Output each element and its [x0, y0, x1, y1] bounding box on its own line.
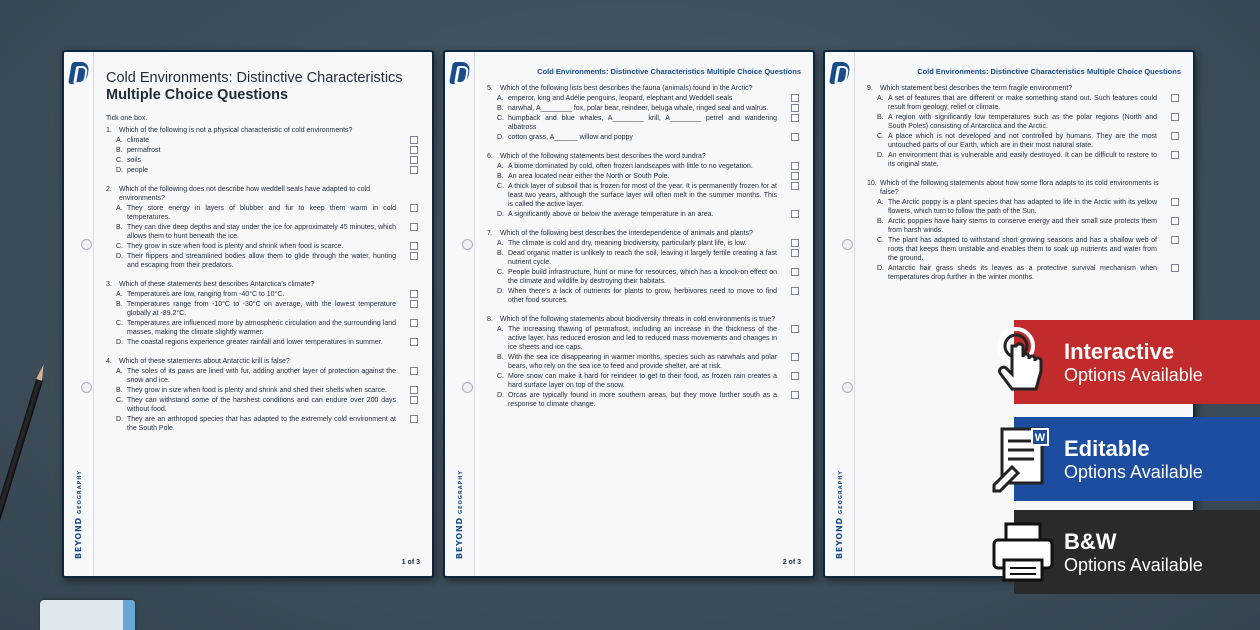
touch-hand-icon: [988, 326, 1058, 398]
option-text: Temperatures range from -10°C to -30°C on average, with the lowest temperature globally at -89.2°C.: [127, 301, 396, 317]
question-text: Which of the following statements about biodiversity threats in cold environments is true?: [500, 316, 776, 323]
question-item: [106, 357, 418, 433]
option-text: Orcas are typically found in more southern areas, but they move further south as a response to climate change.: [508, 392, 777, 408]
option-text: A place which is not developed and not controlled by humans. They are the most untouched parts of our Earth, which are in their most natural state.: [888, 133, 1157, 149]
answer-option: [867, 151, 1179, 169]
option-text: humpback and blue whales, A________ krill, A________ petrel and wandering albatross: [508, 115, 777, 131]
option-letter: B.: [116, 301, 123, 308]
answer-option: [487, 172, 799, 181]
answer-option: [106, 146, 418, 155]
badge-subtitle: Options Available: [1064, 364, 1203, 385]
answer-checkbox[interactable]: [410, 252, 418, 260]
option-letter: A.: [497, 163, 504, 170]
worksheet-page-1: [62, 50, 434, 578]
beyond-logo-icon: [68, 62, 90, 84]
printer-icon: [988, 516, 1058, 588]
answer-option: [106, 204, 418, 222]
option-text: The coastal regions experience greater rainfall and lower temperatures in summer.: [127, 339, 383, 346]
option-text: climate: [127, 137, 150, 144]
question-stem: [106, 126, 418, 135]
question-item: [487, 152, 799, 219]
beyond-logo-icon: [829, 62, 851, 84]
badge-title: Interactive: [1064, 338, 1175, 364]
pencil-illustration: [0, 379, 43, 620]
option-text: The plant has adapted to withstand short growing seasons and has a shallow web of roots that keeps them unstable and enables them to soak up nutrients and water from the ground.: [888, 237, 1157, 262]
question-stem: [487, 229, 799, 238]
answer-checkbox[interactable]: [1171, 236, 1179, 244]
option-text: More snow can make it hard for reindeer to get to their food, as frozen rain creates a hard surface layer on top of the snow.: [508, 373, 777, 389]
option-text: When there’s a lack of nutrients for plants to grow, herbivores need to move to find other food sources.: [508, 288, 777, 304]
option-letter: C.: [116, 243, 123, 250]
question-text: Which of the following lists best describes the fauna (animals) found in the Arctic?: [500, 85, 753, 92]
answer-checkbox[interactable]: [410, 290, 418, 298]
page-sidebar: [445, 52, 475, 576]
answer-checkbox[interactable]: [791, 133, 799, 141]
option-text: Antarctic hair grass sheds its leaves as a protective survival mechanism when temperatures drop further in the winter months.: [888, 265, 1157, 281]
answer-option: [487, 391, 799, 409]
option-letter: D.: [497, 392, 504, 399]
option-letter: B.: [497, 105, 504, 112]
option-text: An environment that is vulnerable and easily destroyed. It can be difficult to restore to its original state.: [888, 152, 1157, 168]
punch-hole: [462, 382, 473, 393]
option-letter: D.: [116, 416, 123, 423]
answer-option: [867, 198, 1179, 216]
badge-subtitle: Options Available: [1064, 554, 1203, 575]
answer-option: [487, 210, 799, 219]
option-text: With the sea ice disappearing in warmer months, species such as narwhals and polar bears, who rely on the sea ice to feed and provide shelter, are at risk.: [508, 354, 777, 370]
option-text: The Arctic poppy is a plant species that has adapted to life in the Arctic with its yellow flowers, which turn to follow the path of the Sun.: [888, 199, 1157, 215]
option-letter: B.: [116, 387, 123, 394]
option-letter: D.: [877, 265, 884, 272]
answer-option: [487, 353, 799, 371]
answer-checkbox[interactable]: [1171, 132, 1179, 140]
option-text: A significantly above or below the average temperature in an area.: [508, 211, 714, 218]
option-letter: C.: [497, 269, 504, 276]
question-text: Which of the following statements best describes the word tundra?: [500, 153, 706, 160]
question-stem: [106, 357, 418, 366]
answer-option: [106, 136, 418, 145]
option-text: cotton grass, A______ willow and poppy: [508, 134, 633, 141]
option-text: Temperatures are influenced more by atmospheric circulation and the surrounding land masses, making the climate slightly warmer.: [127, 320, 396, 336]
answer-checkbox[interactable]: [410, 367, 418, 375]
brand-vertical: BEYONDGEOGRAPHY: [455, 469, 465, 560]
answer-option: [106, 166, 418, 175]
answer-checkbox[interactable]: [410, 300, 418, 308]
option-text: People build infrastructure, hunt or mine for resources, which has a knock-on effect on the climate and wildlife by destroying their habitats.: [508, 269, 777, 285]
answer-option: [487, 287, 799, 305]
punch-hole: [842, 239, 853, 250]
option-letter: B.: [877, 218, 884, 225]
answer-checkbox[interactable]: [791, 249, 799, 257]
answer-option: [106, 415, 418, 433]
question-stem: [487, 152, 799, 161]
option-text: The climate is cold and dry, meaning biodiversity, particularly plant life, is low.: [508, 240, 747, 247]
answer-checkbox[interactable]: [791, 114, 799, 122]
option-letter: C.: [497, 183, 504, 190]
answer-checkbox[interactable]: [410, 415, 418, 423]
answer-checkbox[interactable]: [1171, 94, 1179, 102]
answer-checkbox[interactable]: [791, 172, 799, 180]
option-text: They store energy in layers of blubber and fur to keep them warm in cold temperatures.: [127, 205, 396, 221]
answer-checkbox[interactable]: [791, 268, 799, 276]
svg-text:W: W: [1034, 432, 1046, 444]
option-letter: A.: [497, 95, 504, 102]
answer-option: [106, 300, 418, 318]
answer-option: [106, 367, 418, 385]
answer-checkbox[interactable]: [791, 182, 799, 190]
answer-checkbox[interactable]: [410, 156, 418, 164]
word-document-icon: [988, 423, 1058, 495]
answer-checkbox[interactable]: [410, 386, 418, 394]
option-text: They can withstand some of the harshest conditions and can endure over 200 days without food.: [127, 397, 396, 413]
question-text: Which of the following best describes the interdependence of animals and plants?: [500, 230, 753, 237]
option-letter: C.: [877, 133, 884, 140]
answer-option: [487, 104, 799, 113]
question-item: [106, 126, 418, 175]
answer-option: [487, 372, 799, 390]
question-text: Which of the following is not a physical characteristic of cold environments?: [119, 127, 353, 134]
option-text: They grow in size when food is plenty and shrink when food is scarce.: [127, 243, 344, 250]
option-text: people: [127, 167, 149, 174]
question-text: Which of these statements about Antarctic krill is false?: [119, 358, 290, 365]
answer-option: [106, 338, 418, 347]
option-letter: D.: [497, 211, 504, 218]
question-item: [487, 315, 799, 409]
answer-checkbox[interactable]: [791, 287, 799, 295]
answer-option: [487, 268, 799, 286]
answer-option: [106, 156, 418, 165]
answer-option: [867, 236, 1179, 263]
option-text: Temperatures are low, ranging from -40°C to 10°C.: [127, 291, 285, 298]
page-number: 1 of 3: [401, 559, 420, 566]
brand-vertical: BEYONDGEOGRAPHY: [74, 469, 84, 560]
answer-checkbox[interactable]: [791, 210, 799, 218]
answer-checkbox[interactable]: [1171, 113, 1179, 121]
question-text: Which of the following does not describe how weddell seals have adapted to cold environments?: [119, 186, 370, 202]
bw-options-badge[interactable]: [1014, 510, 1260, 594]
answer-checkbox[interactable]: [791, 162, 799, 170]
option-letter: C.: [497, 115, 504, 122]
beyond-logo-icon: [449, 62, 471, 84]
question-text: Which statement best describes the term fragile environment?: [880, 85, 1073, 92]
option-letter: A.: [116, 291, 123, 298]
answer-checkbox[interactable]: [1171, 264, 1179, 272]
answer-option: [487, 162, 799, 171]
question-stem: [106, 280, 418, 289]
option-letter: C.: [497, 373, 504, 380]
question-number: 8.: [487, 316, 493, 323]
option-letter: D.: [497, 288, 504, 295]
badge-title: B&W: [1064, 528, 1117, 554]
option-letter: A.: [497, 326, 504, 333]
option-text: narwhal, A________ fox, polar bear, reindeer, beluga whale, ringed seal and walrus.: [508, 105, 769, 112]
option-letter: A.: [116, 205, 123, 212]
question-list: [867, 84, 1179, 282]
punch-hole: [81, 239, 92, 250]
answer-checkbox[interactable]: [410, 166, 418, 174]
punch-hole: [81, 382, 92, 393]
page-number: 2 of 3: [782, 559, 801, 566]
option-letter: D.: [116, 167, 123, 174]
question-stem: [867, 179, 1179, 197]
answer-option: [867, 264, 1179, 282]
answer-option: [867, 94, 1179, 112]
page-content: [106, 52, 418, 443]
option-text: The increasing thawing of permafrost, including an increase in the thickness of the active layer, has reduced erosion and led to reduced mass movements and changes in ice sheets and ice caps.: [508, 326, 777, 351]
badge-subtitle: Options Available: [1064, 461, 1203, 482]
page-content: [487, 84, 799, 419]
question-item: [867, 179, 1179, 282]
question-number: 5.: [487, 85, 493, 92]
option-text: emperor, king and Adélie penguins, leopard, elephant and Weddell seals: [508, 95, 733, 102]
instruction-text: Tick one box.: [106, 115, 148, 122]
answer-option: [487, 249, 799, 267]
option-letter: B.: [877, 114, 884, 121]
punch-hole: [462, 239, 473, 250]
question-number: 1.: [106, 127, 112, 134]
option-text: They can dive deep depths and stay under the ice for approximately 45 minutes, which allows them to hunt beneath the ice.: [127, 224, 396, 240]
answer-option: [106, 386, 418, 395]
page-sidebar: [825, 52, 855, 576]
answer-checkbox[interactable]: [410, 223, 418, 231]
option-text: They are an arthropod species that has adapted to the extremely cold environment at the South Pole.: [127, 416, 396, 432]
answer-checkbox[interactable]: [791, 372, 799, 380]
answer-option: [106, 242, 418, 251]
answer-checkbox[interactable]: [410, 146, 418, 154]
question-number: 6.: [487, 153, 493, 160]
answer-option: [867, 132, 1179, 150]
answer-option: [106, 290, 418, 299]
running-head: Cold Environments: Distinctive Characteristics Multiple Choice Questions: [917, 67, 1181, 76]
answer-checkbox[interactable]: [410, 396, 418, 404]
answer-checkbox[interactable]: [410, 136, 418, 144]
option-letter: B.: [497, 354, 504, 361]
question-stem: [106, 185, 418, 203]
interactive-options-badge[interactable]: [1014, 320, 1260, 404]
answer-option: [106, 252, 418, 270]
answer-checkbox[interactable]: [410, 338, 418, 346]
question-stem: [487, 315, 799, 324]
option-text: They grow in size when food is plenty and shrink and shed their shells when scarce.: [127, 387, 387, 394]
answer-checkbox[interactable]: [791, 104, 799, 112]
option-letter: D.: [497, 134, 504, 141]
option-text: A region with significantly low temperatures such as the polar regions (North and South Poles) consisting of Antarctica and the Arctic.: [888, 114, 1157, 130]
option-text: soils: [127, 157, 142, 164]
option-letter: B.: [497, 173, 504, 180]
answer-checkbox[interactable]: [791, 391, 799, 399]
running-head: Cold Environments: Distinctive Characteristics Multiple Choice Questions: [537, 67, 801, 76]
answer-option: [106, 396, 418, 414]
option-letter: A.: [877, 95, 884, 102]
option-letter: A.: [877, 199, 884, 206]
option-letter: B.: [116, 224, 123, 231]
answer-option: [487, 133, 799, 142]
question-text: Which of these statements best describes Antarctica’s climate?: [119, 281, 315, 288]
page-sidebar: [64, 52, 94, 576]
option-letter: D.: [116, 253, 123, 260]
option-text: Their flippers and streamlined bodies allow them to glide through the water, hunting and escaping from their predators.: [127, 253, 396, 269]
option-text: Arctic poppies have hairy stems to conserve energy and their small size protects them from harsh winds.: [888, 218, 1157, 234]
answer-option: [867, 113, 1179, 131]
answer-option: [106, 223, 418, 241]
answer-option: [487, 325, 799, 352]
option-letter: C.: [877, 237, 884, 244]
question-list: [487, 84, 799, 409]
question-item: [106, 185, 418, 270]
punch-hole: [842, 382, 853, 393]
question-item: [867, 84, 1179, 169]
option-letter: A.: [116, 368, 123, 375]
answer-checkbox[interactable]: [410, 319, 418, 327]
question-number: 2.: [106, 186, 112, 193]
answer-checkbox[interactable]: [791, 94, 799, 102]
brand-vertical: BEYONDGEOGRAPHY: [835, 469, 845, 560]
question-stem: [487, 84, 799, 93]
page-content: [867, 84, 1179, 292]
option-text: A thick layer of subsoil that is frozen for most of the year. It is permanently frozen for at least two years, although the surface layer will often melt in the summer months. This is called the active layer.: [508, 183, 777, 208]
question-list: [106, 126, 418, 433]
answer-option: [487, 239, 799, 248]
eraser-illustration: [40, 600, 135, 630]
option-letter: A.: [116, 137, 123, 144]
answer-checkbox[interactable]: [1171, 151, 1179, 159]
answer-checkbox[interactable]: [1171, 217, 1179, 225]
question-item: [487, 84, 799, 142]
option-text: An area located near either the North or South Pole.: [508, 173, 670, 180]
question-number: 7.: [487, 230, 493, 237]
answer-checkbox[interactable]: [791, 239, 799, 247]
answer-checkbox[interactable]: [410, 204, 418, 212]
answer-checkbox[interactable]: [1171, 198, 1179, 206]
worksheet-title: Cold Environments: Distinctive Characteristics: [106, 70, 403, 86]
option-text: Dead organic matter is unlikely to reach the soil, leaving it largely fertile creating a fast nutrient cycle.: [508, 250, 777, 266]
question-number: 4.: [106, 358, 112, 365]
answer-checkbox[interactable]: [410, 242, 418, 250]
option-text: permafrost: [127, 147, 161, 154]
option-letter: C.: [116, 397, 123, 404]
answer-checkbox[interactable]: [791, 325, 799, 333]
badge-title: Editable: [1064, 435, 1150, 461]
question-stem: [867, 84, 1179, 93]
option-text: A set of features that are different or make something stand out. Such features could result from geology, relief or climate.: [888, 95, 1157, 111]
answer-option: [487, 94, 799, 103]
worksheet-subtitle: Multiple Choice Questions: [106, 87, 289, 103]
option-text: The soles of its paws are lined with fur, adding another layer of protection against the snow and ice.: [127, 368, 396, 384]
question-number: 10.: [867, 180, 877, 187]
option-letter: C.: [116, 320, 123, 327]
option-letter: D.: [877, 152, 884, 159]
question-number: 3.: [106, 281, 112, 288]
option-letter: B.: [497, 250, 504, 257]
question-number: 9.: [867, 85, 873, 92]
option-letter: C.: [116, 157, 123, 164]
answer-option: [106, 319, 418, 337]
answer-option: [487, 182, 799, 209]
option-text: A biome dominated by cold, often frozen landscapes with little to no vegetation.: [508, 163, 753, 170]
worksheet-page-2: [443, 50, 815, 578]
editable-options-badge[interactable]: [1014, 417, 1260, 501]
answer-option: [487, 114, 799, 132]
question-text: Which of the following statements about how some flora adapts to its cold environments is false?: [880, 180, 1159, 196]
option-letter: D.: [116, 339, 123, 346]
option-letter: A.: [497, 240, 504, 247]
question-item: [106, 280, 418, 347]
option-letter: B.: [116, 147, 123, 154]
answer-checkbox[interactable]: [791, 353, 799, 361]
question-item: [487, 229, 799, 305]
answer-option: [867, 217, 1179, 235]
